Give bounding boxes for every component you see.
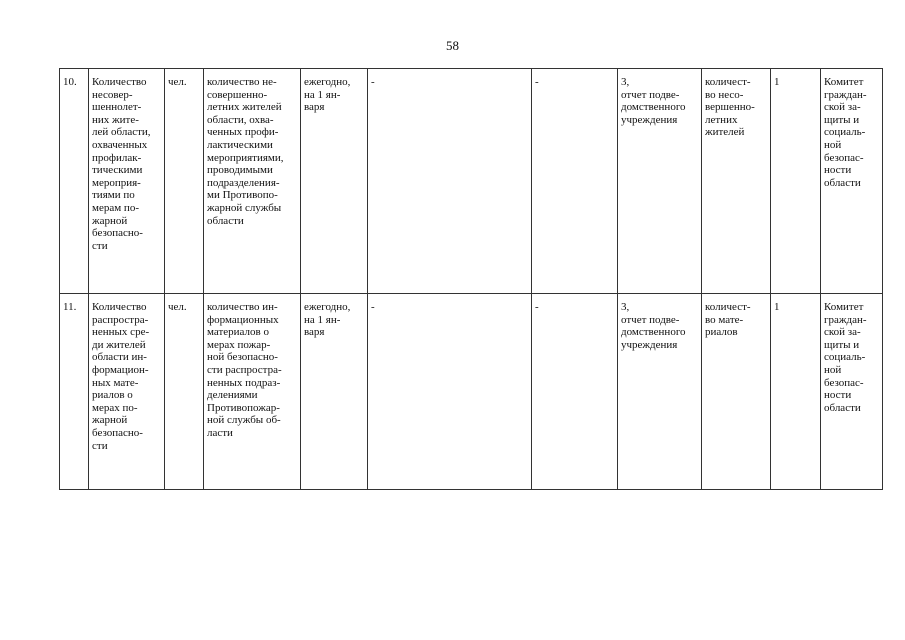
unit-of-measure: чел. [165, 294, 204, 490]
basic-indicator-description: количест- во мате- риалов [702, 294, 771, 490]
responsible-body: Комитет граждан- ской за- щиты и социаль- ной безопас- ности области [821, 294, 883, 490]
indicator-definition: количество ин- формационных материалов о мерах пожар- ной безопасно- сти распростра- ненных подраз- делениями Противопожар- ной службы об- ласти [204, 294, 301, 490]
collection-method: 3, отчет подве- домственного учреждения [618, 69, 702, 294]
unit-of-measure: чел. [165, 69, 204, 294]
basic-indicators: - [532, 294, 618, 490]
population-code: 1 [771, 294, 821, 490]
responsible-body: Комитет граждан- ской за- щиты и социаль- ной безопас- ности области [821, 69, 883, 294]
basic-indicators: - [532, 69, 618, 294]
indicator-name: Количество распростра- ненных сре- ди жителей области ин- формацион- ных мате- риалов о мерах по- жарной безопасно- сти [89, 294, 165, 490]
time-characteristic: ежегодно, на 1 ян- варя [301, 294, 368, 490]
population-code: 1 [771, 69, 821, 294]
page-number: 58 [446, 38, 459, 53]
time-characteristic: ежегодно, на 1 ян- варя [301, 69, 368, 294]
indicators-table [59, 68, 883, 490]
calculation-algorithm: - [368, 294, 532, 490]
table-row [60, 69, 883, 294]
indicator-name: Количество несовер- шеннолет- них жите- лей области, охваченных профилак- тическими мероприя- тиями по мерам по- жарной безопасно- сти [89, 69, 165, 294]
collection-method: 3, отчет подве- домственного учреждения [618, 294, 702, 490]
basic-indicator-description: количест- во несо- вершенно- летних жителей [702, 69, 771, 294]
row-number: 11. [60, 294, 89, 490]
indicator-definition: количество не- совершенно- летних жителей области, охва- ченных профи- лактическими мероприятиями, проводимыми подразделения- ми Противопо- жарной службы области [204, 69, 301, 294]
row-number: 10. [60, 69, 89, 294]
table-row [60, 294, 883, 490]
calculation-algorithm: - [368, 69, 532, 294]
